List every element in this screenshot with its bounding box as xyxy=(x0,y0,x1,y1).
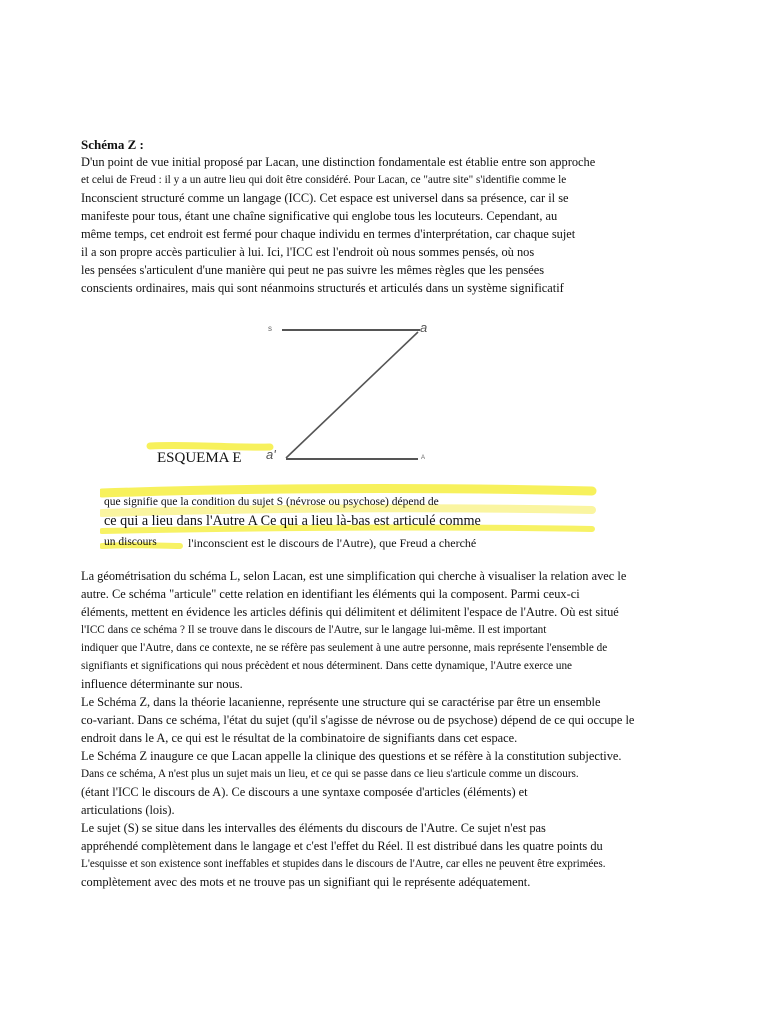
text-line: Inconscient structuré comme un langage (ICC). Cet espace est universel dans sa présence, car il se xyxy=(81,191,569,205)
text-line: articulations (lois). xyxy=(81,803,175,817)
intro-paragraph xyxy=(81,153,701,297)
figure-caption: ESQUEMA E xyxy=(157,450,242,466)
text-line: co-variant. Dans ce schéma, l'état du sujet (qu'il s'agisse de névrose ou de psychose) dépend de ce qui occupe le xyxy=(81,713,635,727)
text-line: signifiants et significations qui nous précèdent et nous déterminent. Dans cette dynamique, l'Autre exerce une xyxy=(81,660,573,672)
schema-z-figure xyxy=(100,310,600,560)
text-line: manifeste pour tous, étant une chaîne significative qui englobe tous les locuteurs. Cependant, au xyxy=(81,209,558,223)
highlight-text-line: que signifie que la condition du sujet S (névrose ou psychose) dépend de xyxy=(104,496,439,508)
text-line: Dans ce schéma, A n'est plus un sujet mais un lieu, et ce qui se passe dans ce lieu s'articule comme un discours. xyxy=(81,768,579,780)
text-line: influence déterminante sur nous. xyxy=(81,677,243,691)
text-line: conscients ordinaires, mais qui sont néanmoins structurés et articulés dans un système significatif xyxy=(81,281,564,295)
text-line: Le Schéma Z inaugure ce que Lacan appelle la clinique des questions et se réfère à la constitution subjective. xyxy=(81,749,622,763)
text-line: il a son propre accès particulier à lui. Ici, l'ICC est l'endroit où nous sommes pensés, où nos xyxy=(81,245,535,259)
label-a: a xyxy=(420,320,428,335)
text-line: et celui de Freud : il y a un autre lieu qui doit être considéré. Pour Lacan, ce "autre site" s'identifie comme le xyxy=(81,174,567,186)
label-a-prime: a' xyxy=(266,447,276,462)
text-line: Le sujet (S) se situe dans les intervalles des éléments du discours de l'Autre. Ce sujet n'est pas xyxy=(81,821,546,835)
text-line: même temps, cet endroit est fermé pour chaque individu en termes d'interprétation, car chaque sujet xyxy=(81,227,576,241)
text-line: La géométrisation du schéma L, selon Lacan, est une simplification qui cherche à visualiser la relation avec le xyxy=(81,569,627,583)
section-heading: Schéma Z : xyxy=(81,137,144,152)
text-line: D'un point de vue initial proposé par Lacan, une distinction fondamentale est établie entre son approche xyxy=(81,155,596,169)
highlight-text-line: l'inconscient est le discours de l'Autre), que Freud a cherché xyxy=(188,536,477,550)
text-line: l'ICC dans ce schéma ? Il se trouve dans le discours de l'Autre, sur le langage lui-même. Il est important xyxy=(81,624,547,636)
label-s: s xyxy=(268,324,272,333)
text-line: Le Schéma Z, dans la théorie lacanienne, représente une structure qui se caractérise par être un ensemble xyxy=(81,695,601,709)
body-paragraphs xyxy=(81,567,701,891)
text-line: L'esquisse et son existence sont ineffables et stupides dans le discours de l'Autre, car elles ne peuvent être exprimées. xyxy=(81,858,606,870)
text-line: indiquer que l'Autre, dans ce contexte, ne se réfère pas seulement à une autre personne, mais représente l'ensemble de xyxy=(81,642,608,654)
text-line: appréhendé complètement dans le langage et c'est l'effet du Réel. Il est distribué dans les quatre points du xyxy=(81,839,603,853)
text-line: (étant l'ICC le discours de A). Ce discours a une syntaxe composée d'articles (éléments) et xyxy=(81,785,528,799)
text-line: endroit dans le A, ce qui est le résultat de la combinatoire de signifiants dans cet espace. xyxy=(81,731,518,745)
highlight-text-line: un discours xyxy=(104,536,157,548)
text-line: complètement avec des mots et ne trouve pas un signifiant qui le représente adéquatement. xyxy=(81,875,531,889)
label-big-a: A xyxy=(421,455,426,461)
highlight-text-line: ce qui a lieu dans l'Autre A Ce qui a lieu là-bas est articulé comme xyxy=(104,513,481,529)
text-line: les pensées s'articulent d'une manière qui peut ne pas suivre les mêmes règles que les pensées xyxy=(81,263,545,277)
text-line: autre. Ce schéma "articule" cette relation en identifiant les éléments qui la composent. Parmi ceux-ci xyxy=(81,587,580,601)
text-line: éléments, mettent en évidence les articles définis qui délimitent et délimitent l'espace de l'Autre. Où est situé xyxy=(81,605,619,619)
